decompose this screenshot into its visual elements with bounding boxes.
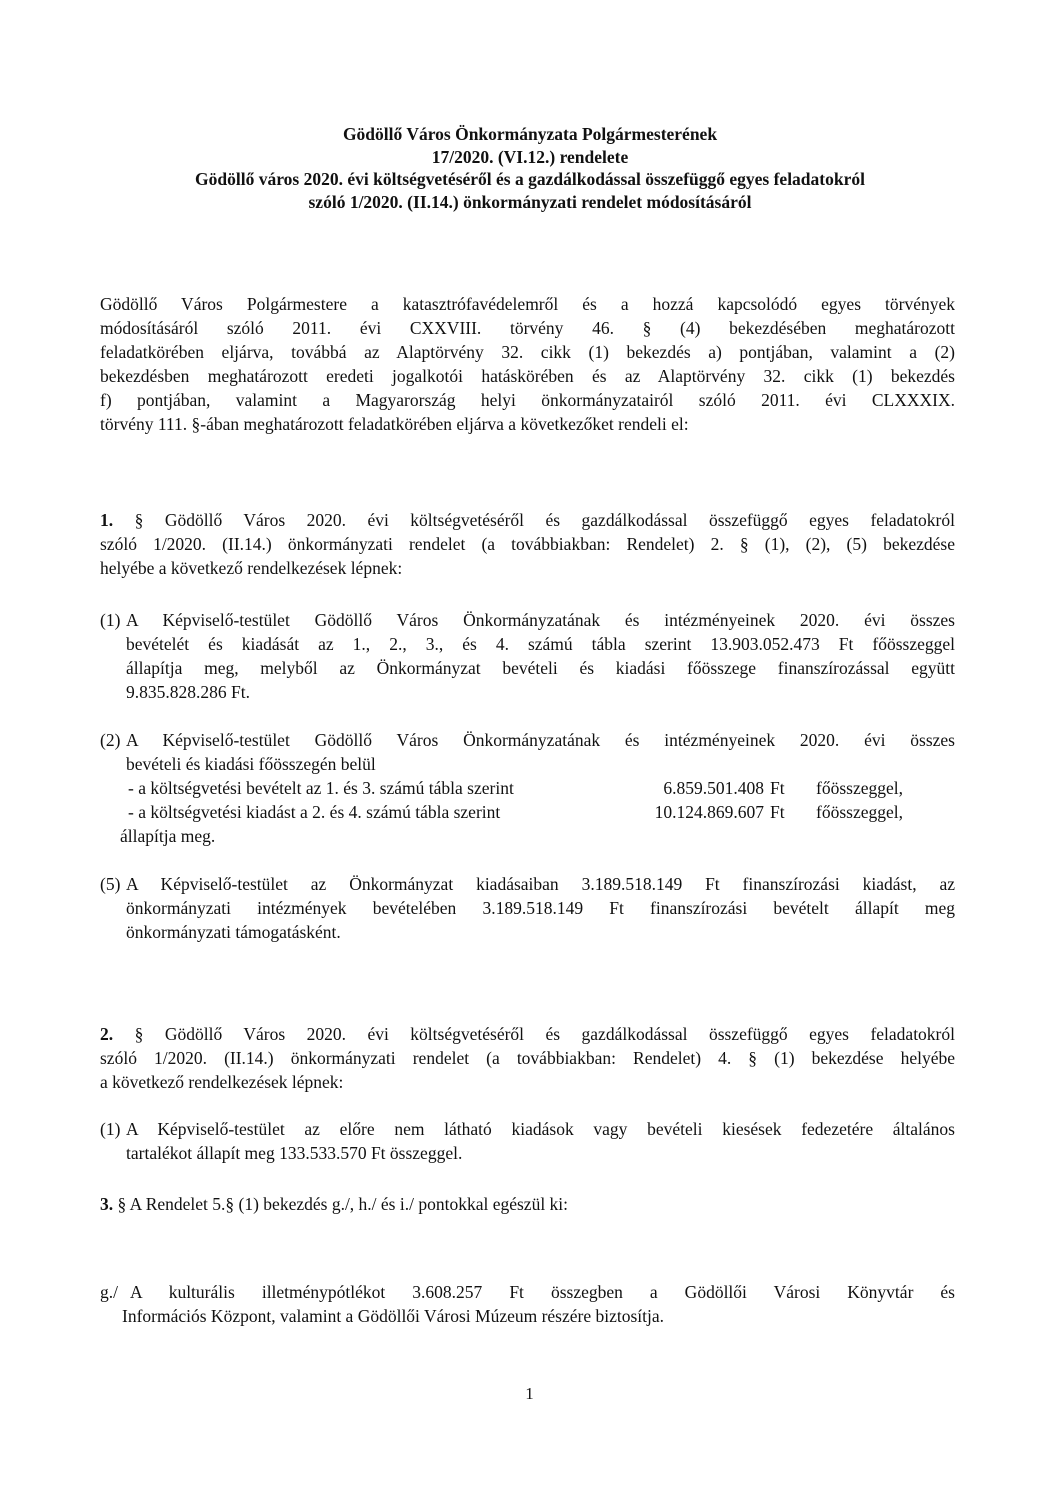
- section-2-number: 2.: [100, 1024, 114, 1044]
- expense-amount: 10.124.869.607: [654, 802, 764, 822]
- preamble-line: Gödöllő Város Polgármestere a katasztrófavédelemről és a hozzá kapcsolódó egyes törvények: [100, 294, 955, 314]
- paragraph-label: (1): [100, 610, 121, 630]
- budget-expense-row: - a költségvetési kiadást a 2. és 4. számú tábla szerint 10.124.869.607 Ft főösszeggel,: [128, 802, 903, 822]
- paragraph-label: (5): [100, 874, 121, 894]
- preamble-line: f) pontjában, valamint a Magyarország helyi önkormányzatairól szóló 2011. évi CLXXXIX.: [100, 390, 955, 410]
- section-1-line-1: 1. § Gödöllő Város 2020. évi költségvetéséről és gazdálkodással összefüggő egyes feladatokról: [100, 510, 956, 530]
- section-1-paragraph-2: (2) A Képviselő-testület Gödöllő Város Önkormányzatának és intézményeinek 2020. évi összes bevételi és kiadási főösszegén belül - a költségvetési bevételt az 1. és 3. számú tábla szerint 6.859.501.408 Ft főösszeggel, - a költségvetési kiadást a 2. és 4. számú tábla szerint 10.124.869.607 Ft főösszeggel, állapítja meg.: [100, 730, 955, 846]
- paragraph-label: (2): [100, 730, 121, 750]
- preamble-line: törvény 111. §-ában meghatározott feladatkörében eljárva a következőket rendeli el:: [100, 414, 689, 434]
- section-1-intro: [100, 508, 955, 580]
- budget-revenue-row: - a költségvetési bevételt az 1. és 3. számú tábla szerint 6.859.501.408 Ft főösszeggel,: [128, 778, 903, 798]
- title-line-2: 17/2020. (VI.12.) rendelete: [431, 146, 629, 167]
- page-number: 1: [525, 1384, 534, 1403]
- point-label: g./: [100, 1282, 118, 1302]
- section-3-number: 3.: [100, 1194, 114, 1214]
- paragraph-label: (1): [100, 1119, 121, 1139]
- section-3-point-g: g./ A kulturális illetménypótlékot 3.608.257 Ft összegben a Gödöllői Városi Könyvtár és Információs Központ, valamint a Gödöllői Városi Múzeum részére biztosítja.: [100, 1282, 955, 1326]
- section-3-intro: [100, 1192, 955, 1216]
- preamble-line: feladatkörében eljárva, továbbá az Alaptörvény 32. cikk (1) bekezdés a) pontjában, valamint a (2): [100, 342, 955, 362]
- preamble: [100, 292, 955, 436]
- section-1-line-2: szóló 1/2020. (II.14.) önkormányzati rendelet (a továbbiakban: Rendelet) 2. § (1), (2), (5) bekezdése: [100, 534, 955, 554]
- title-line-4: szóló 1/2020. (II.14.) önkormányzati rendelet módosításáról: [308, 191, 752, 212]
- section-1-paragraph-5: (5) A Képviselő-testület az Önkormányzat kiadásaiban 3.189.518.149 Ft finanszírozási kiadást, az önkormányzati intézmények bevételében 3.189.518.149 Ft finanszírozási bevételt állapít meg önkormányzati támogatásként.: [100, 874, 955, 942]
- section-1-number: 1.: [100, 510, 114, 530]
- section-2-line-1: 2. § Gödöllő Város 2020. évi költségvetéséről és gazdálkodással összefüggő egyes feladatokról: [100, 1024, 956, 1044]
- section-2-intro: [100, 1022, 955, 1094]
- section-1-line-3: helyébe a következő rendelkezések lépnek:: [100, 558, 403, 578]
- title-line-1: Gödöllő Város Önkormányzata Polgármesterének: [342, 124, 718, 144]
- revenue-amount: 6.859.501.408: [663, 778, 764, 798]
- title-line-3: Gödöllő város 2020. évi költségvetéséről és a gazdálkodással összefüggő egyes feladatokról: [195, 169, 865, 189]
- section-2-line-3: a következő rendelkezések lépnek:: [100, 1072, 344, 1092]
- section-3-line-1: 3. § A Rendelet 5.§ (1) bekezdés g./, h./ és i./ pontokkal egészül ki:: [100, 1194, 569, 1214]
- section-1-paragraph-1: (1) A Képviselő-testület Gödöllő Város Önkormányzatának és intézményeinek 2020. évi összes bevételét és kiadását az 1., 2., 3., és 4. számú tábla szerint 13.903.052.473 Ft főösszeggel állapítja meg, melyből az Önkormányzat bevételi és kiadási főösszege finanszírozással együtt 9.835.828.286 Ft.: [100, 610, 955, 702]
- document-title: [95, 123, 965, 213]
- preamble-line: módosításáról szóló 2011. évi CXXVIII. törvény 46. § (4) bekezdésében meghatározott: [100, 318, 955, 338]
- section-2-paragraph-1: (1) A Képviselő-testület az előre nem látható kiadások vagy bevételi kiesések fedezetére általános tartalékot állapít meg 133.533.570 Ft összeggel.: [100, 1119, 955, 1163]
- section-2-line-2: szóló 1/2020. (II.14.) önkormányzati rendelet (a továbbiakban: Rendelet) 4. § (1) bekezdése helyébe: [100, 1048, 955, 1068]
- preamble-line: bekezdésben meghatározott eredeti jogalkotói hatáskörében és az Alaptörvény 32. cikk (1) bekezdés: [100, 366, 955, 386]
